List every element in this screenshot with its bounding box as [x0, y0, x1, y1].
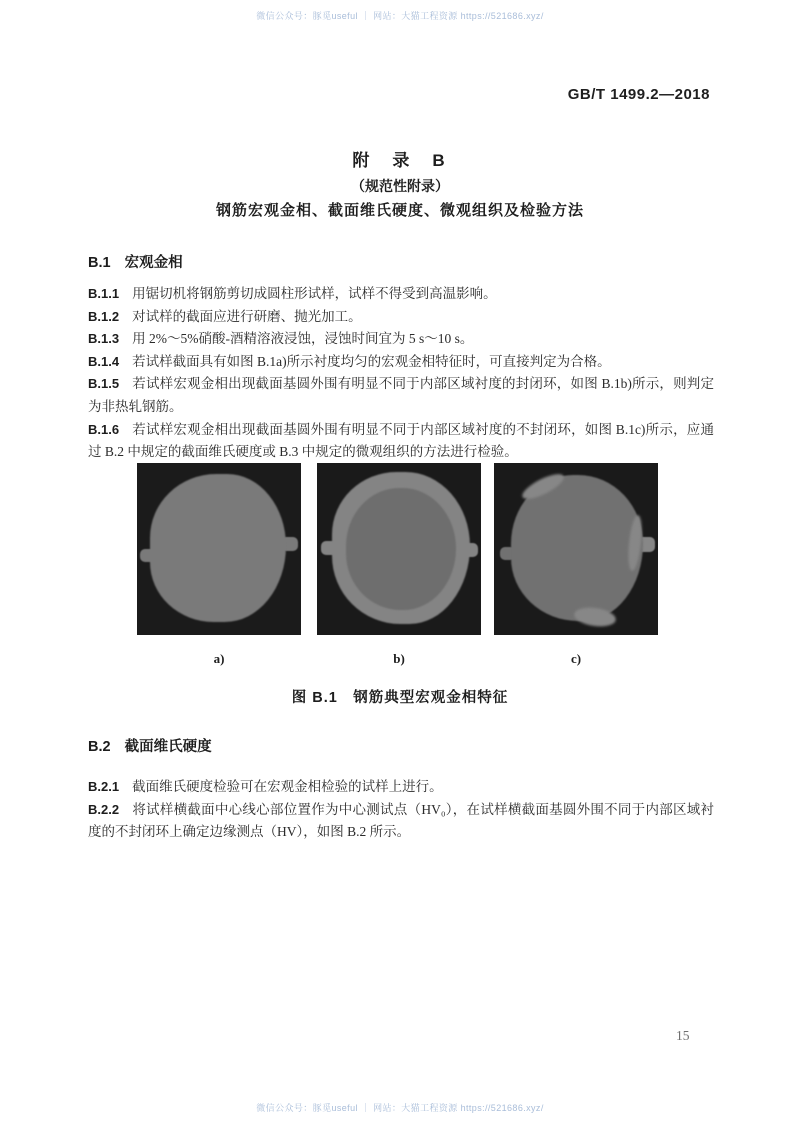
clause-b1-4 [88, 351, 714, 374]
clause-b2-1 [88, 776, 714, 799]
clause-b1-3 [88, 328, 714, 351]
steel-section-blob [346, 488, 456, 610]
section-b2-clauses [88, 776, 714, 844]
figure-label-b: b) [393, 651, 405, 666]
clause-text: 若试样宏观金相出现截面基圆外围有明显不同于内部区域衬度的封闭环，如图 B.1b)所示，则判定为非热轧钢筋。 [88, 376, 714, 414]
clause-b1-1 [88, 283, 714, 306]
clause-number: B.1.4 [88, 353, 120, 369]
clause-b1-6 [88, 419, 714, 464]
section-b1-number: B.1 [88, 255, 111, 271]
watermark-bottom: 微信公众号：豚觅useful ｜ 网站：大猫工程资源 https://521686.xyz/ [256, 1103, 544, 1113]
watermark-top: 微信公众号：豚觅useful ｜ 网站：大猫工程资源 https://521686.xyz/ [256, 11, 544, 21]
clause-number: B.1.5 [88, 376, 120, 392]
section-b1-clauses [88, 283, 714, 464]
clause-b1-2 [88, 306, 714, 329]
clause-number: B.1.1 [88, 286, 120, 301]
clause-text: 若试样宏观金相出现截面基圆外围有明显不同于内部区域衬度的不封闭环，如图 B.1c)所示，应通过 B.2 中规定的截面维氏硬度或 B.3 中规定的微观组织的方法进行检验。 [88, 421, 714, 460]
clause-number: B.1.2 [88, 308, 120, 324]
clause-text: 将试样横截面中心线心部位置作为中心测试点（HV₀），在试样横截面基圆外围不同于内部区域衬度的不封闭环上确定边缘测点（HV），如图 B.2 所示。 [88, 801, 714, 840]
clause-text: 用锯切机将钢筋剪切成圆柱形试样，试样不得受到高温影响。 [132, 286, 497, 301]
clause-text: 若试样截面具有如图 B.1a)所示衬度均匀的宏观金相特征时，可直接判定为合格。 [132, 353, 611, 369]
clause-b1-5 [88, 373, 714, 418]
appendix-heading: 钢筋宏观金相、截面维氏硬度、微观组织及检验方法 [215, 202, 584, 219]
clause-text: 截面维氏硬度检验可在宏观金相检验的试样上进行。 [132, 779, 443, 794]
section-b1-heading [88, 251, 183, 272]
figure-label-c: c) [570, 651, 582, 666]
macro-photo-a [137, 463, 301, 635]
steel-section-blob [150, 474, 286, 622]
appendix-subtitle: （规范性附录） [351, 178, 449, 194]
figure-b1 [137, 463, 664, 673]
clause-b2-2 [88, 799, 714, 844]
macro-photo-b [317, 463, 481, 635]
section-b1-title: 宏观金相 [124, 255, 183, 271]
appendix-title: 附 录 B [352, 151, 448, 170]
clause-text: 用 2%～5%硝酸-酒精溶液浸蚀，浸蚀时间宜为 5 s～10 s。 [132, 331, 474, 347]
clause-number: B.1.6 [88, 421, 120, 437]
clause-text: 对试样的截面应进行研磨、抛光加工。 [132, 308, 362, 324]
clause-number: B.1.3 [88, 331, 120, 347]
figure-b1-caption: 图 B.1 钢筋典型宏观金相特征 [291, 690, 509, 706]
section-b2-title: 截面维氏硬度 [124, 739, 212, 755]
doc-number: GB/T 1499.2—2018 [567, 86, 710, 103]
clause-number: B.2.2 [88, 801, 120, 817]
macro-photo-c [494, 463, 658, 635]
section-b2-heading [88, 735, 212, 756]
section-b2-number: B.2 [88, 739, 111, 755]
clause-number: B.2.1 [88, 779, 120, 794]
figure-label-a: a) [213, 651, 225, 666]
page-number: 15 [676, 1028, 690, 1043]
